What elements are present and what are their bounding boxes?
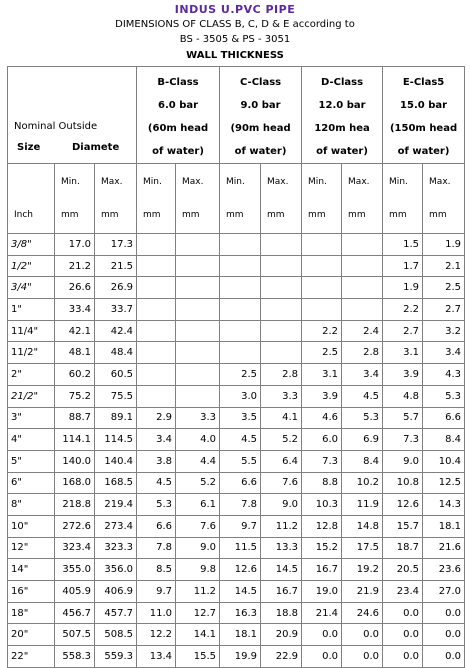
value-cell: 4.1 [261, 407, 302, 429]
value-cell: 0.0 [423, 646, 465, 668]
table-row [8, 515, 465, 537]
unit-inch-cell [8, 164, 55, 234]
value-cell: 5.2 [261, 429, 302, 451]
value-cell: 3.0 [220, 385, 261, 407]
value-cell [137, 364, 176, 386]
value-cell: 48.1 [55, 342, 95, 364]
value-cell: 9.0 [176, 537, 220, 559]
value-cell: 12.6 [220, 559, 261, 581]
value-cell [261, 299, 302, 321]
value-cell: 14.1 [176, 624, 220, 646]
table-row [8, 385, 465, 407]
table-row [8, 364, 465, 386]
value-cell [176, 342, 220, 364]
page-subtitle: DIMENSIONS OF CLASS B, C, D & E according to [115, 19, 355, 30]
value-cell: 3.1 [302, 364, 342, 386]
value-cell: 0.0 [383, 624, 423, 646]
value-cell: 21.2 [55, 255, 95, 277]
value-cell: 4.0 [176, 429, 220, 451]
value-cell [302, 299, 342, 321]
value-cell: 2.4 [342, 320, 383, 342]
value-cell: 10.8 [383, 472, 423, 494]
value-cell: 23.4 [383, 581, 423, 603]
value-cell: 218.8 [55, 494, 95, 516]
size-cell: 14" [8, 559, 55, 581]
value-cell: 508.5 [95, 624, 137, 646]
value-cell: 5.7 [383, 407, 423, 429]
value-cell: 19.9 [220, 646, 261, 668]
value-cell [261, 342, 302, 364]
value-cell: 21.5 [95, 255, 137, 277]
size-cell: 12" [8, 537, 55, 559]
value-cell: 140.4 [95, 450, 137, 472]
value-cell: 9.7 [220, 515, 261, 537]
value-cell: 4.5 [342, 385, 383, 407]
value-cell: 10.4 [423, 450, 465, 472]
value-cell: 11.5 [220, 537, 261, 559]
class-header-e: E-Clas5 15.0 bar (150m head of water) [383, 67, 465, 164]
value-cell: 3.1 [383, 342, 423, 364]
value-cell: 4.8 [383, 385, 423, 407]
value-cell: 559.3 [95, 646, 137, 668]
value-cell: 9.8 [176, 559, 220, 581]
value-cell: 6.1 [176, 494, 220, 516]
value-cell: 14.5 [220, 581, 261, 603]
value-cell: 219.4 [95, 494, 137, 516]
value-cell [302, 255, 342, 277]
value-cell: 22.9 [261, 646, 302, 668]
value-cell: 0.0 [423, 624, 465, 646]
value-cell: 9.0 [261, 494, 302, 516]
value-cell [261, 320, 302, 342]
value-cell: 2.1 [423, 255, 465, 277]
value-cell [176, 255, 220, 277]
value-cell [137, 277, 176, 299]
value-cell: 18.8 [261, 602, 302, 624]
value-cell: 6.0 [302, 429, 342, 451]
value-cell: 3.4 [423, 342, 465, 364]
value-cell [176, 320, 220, 342]
value-cell: 8.4 [342, 450, 383, 472]
value-cell: 2.8 [342, 342, 383, 364]
value-cell: 20.5 [383, 559, 423, 581]
value-cell: 17.5 [342, 537, 383, 559]
value-cell: 0.0 [342, 646, 383, 668]
value-cell: 5.3 [423, 385, 465, 407]
value-cell: 2.7 [423, 299, 465, 321]
value-cell [261, 277, 302, 299]
size-cell: 11/4" [8, 320, 55, 342]
value-cell: 5.2 [176, 472, 220, 494]
min-unit-header: Min. mm [137, 164, 176, 234]
value-cell: 10.2 [342, 472, 383, 494]
value-cell: 6.9 [342, 429, 383, 451]
value-cell: 12.8 [302, 515, 342, 537]
value-cell [342, 255, 383, 277]
value-cell: 11.0 [137, 602, 176, 624]
value-cell [137, 385, 176, 407]
value-cell [137, 342, 176, 364]
value-cell: 60.5 [95, 364, 137, 386]
size-cell: 4" [8, 429, 55, 451]
value-cell: 18.7 [383, 537, 423, 559]
class-header-b: B-Class 6.0 bar (60m head of water) [137, 67, 220, 164]
size-cell: 6" [8, 472, 55, 494]
value-cell [137, 299, 176, 321]
min-unit-header: Min. mm [55, 164, 95, 234]
value-cell: 12.7 [176, 602, 220, 624]
table-row [8, 277, 465, 299]
value-cell: 42.1 [55, 320, 95, 342]
value-cell: 20.9 [261, 624, 302, 646]
value-cell [220, 277, 261, 299]
value-cell [220, 234, 261, 256]
value-cell: 7.8 [137, 537, 176, 559]
value-cell [342, 234, 383, 256]
value-cell: 168.0 [55, 472, 95, 494]
value-cell: 323.3 [95, 537, 137, 559]
table-row [8, 255, 465, 277]
value-cell: 168.5 [95, 472, 137, 494]
value-cell: 457.7 [95, 602, 137, 624]
size-cell: 16" [8, 581, 55, 603]
value-cell: 272.6 [55, 515, 95, 537]
value-cell: 5.3 [137, 494, 176, 516]
value-cell [220, 342, 261, 364]
value-cell: 4.5 [137, 472, 176, 494]
nominal-size-header [8, 67, 137, 164]
section-heading: WALL THICKNESS [186, 50, 284, 61]
value-cell: 21.9 [342, 581, 383, 603]
value-cell: 507.5 [55, 624, 95, 646]
value-cell: 1.5 [383, 234, 423, 256]
diameter-label: Diamete [72, 142, 120, 153]
value-cell: 6.6 [423, 407, 465, 429]
value-cell: 3.4 [342, 364, 383, 386]
value-cell [342, 299, 383, 321]
size-cell: 8" [8, 494, 55, 516]
value-cell: 2.5 [302, 342, 342, 364]
value-cell: 9.7 [137, 581, 176, 603]
value-cell [137, 255, 176, 277]
value-cell: 273.4 [95, 515, 137, 537]
value-cell: 11.9 [342, 494, 383, 516]
value-cell: 11.2 [176, 581, 220, 603]
table-row [8, 537, 465, 559]
value-cell: 33.4 [55, 299, 95, 321]
size-cell: 21/2" [8, 385, 55, 407]
value-cell: 7.6 [176, 515, 220, 537]
value-cell: 7.8 [220, 494, 261, 516]
value-cell: 14.5 [261, 559, 302, 581]
value-cell: 23.6 [423, 559, 465, 581]
value-cell: 26.9 [95, 277, 137, 299]
table-row [8, 450, 465, 472]
value-cell: 7.3 [302, 450, 342, 472]
value-cell [302, 277, 342, 299]
value-cell: 13.3 [261, 537, 302, 559]
table-row [8, 429, 465, 451]
value-cell: 12.2 [137, 624, 176, 646]
value-cell [302, 234, 342, 256]
value-cell [220, 255, 261, 277]
value-cell: 0.0 [302, 646, 342, 668]
value-cell [137, 234, 176, 256]
value-cell: 5.5 [220, 450, 261, 472]
value-cell: 3.5 [220, 407, 261, 429]
value-cell: 0.0 [383, 646, 423, 668]
value-cell: 355.0 [55, 559, 95, 581]
value-cell: 356.0 [95, 559, 137, 581]
value-cell: 1.7 [383, 255, 423, 277]
value-cell [220, 320, 261, 342]
table-row [8, 602, 465, 624]
value-cell: 3.8 [137, 450, 176, 472]
value-cell: 60.2 [55, 364, 95, 386]
max-unit-header: Max. mm [342, 164, 383, 234]
value-cell: 6.6 [220, 472, 261, 494]
size-cell: 18" [8, 602, 55, 624]
size-label: Size [17, 142, 41, 153]
size-cell: 22" [8, 646, 55, 668]
value-cell: 9.0 [383, 450, 423, 472]
value-cell [176, 299, 220, 321]
inch-label: Inch [14, 210, 34, 220]
value-cell: 2.7 [383, 320, 423, 342]
value-cell [176, 277, 220, 299]
value-cell: 33.7 [95, 299, 137, 321]
value-cell [342, 277, 383, 299]
value-cell: 0.0 [423, 602, 465, 624]
value-cell: 3.9 [302, 385, 342, 407]
table-row [8, 581, 465, 603]
value-cell: 89.1 [95, 407, 137, 429]
size-cell: 2" [8, 364, 55, 386]
value-cell: 27.0 [423, 581, 465, 603]
value-cell: 140.0 [55, 450, 95, 472]
value-cell: 15.2 [302, 537, 342, 559]
value-cell: 18.1 [220, 624, 261, 646]
value-cell: 3.3 [261, 385, 302, 407]
value-cell: 558.3 [55, 646, 95, 668]
value-cell: 114.5 [95, 429, 137, 451]
value-cell: 3.3 [176, 407, 220, 429]
value-cell: 456.7 [55, 602, 95, 624]
value-cell: 11.2 [261, 515, 302, 537]
value-cell [176, 234, 220, 256]
value-cell: 21.4 [302, 602, 342, 624]
page-title: INDUS U.PVC PIPE [174, 3, 296, 16]
value-cell: 16.3 [220, 602, 261, 624]
value-cell: 2.2 [383, 299, 423, 321]
value-cell: 0.0 [383, 602, 423, 624]
value-cell: 75.2 [55, 385, 95, 407]
value-cell [176, 364, 220, 386]
value-cell: 6.4 [261, 450, 302, 472]
value-cell: 4.6 [302, 407, 342, 429]
size-cell: 10" [8, 515, 55, 537]
value-cell: 5.3 [342, 407, 383, 429]
table-row [8, 494, 465, 516]
value-cell: 406.9 [95, 581, 137, 603]
value-cell: 6.6 [137, 515, 176, 537]
value-cell: 1.9 [423, 234, 465, 256]
table-row [8, 320, 465, 342]
value-cell: 8.4 [423, 429, 465, 451]
value-cell [137, 320, 176, 342]
dimensions-table [7, 66, 465, 668]
size-cell: 5" [8, 450, 55, 472]
nominal-label: Nominal Outside [14, 121, 98, 132]
table-row [8, 472, 465, 494]
value-cell: 12.5 [423, 472, 465, 494]
value-cell: 19.2 [342, 559, 383, 581]
value-cell: 2.5 [220, 364, 261, 386]
value-cell: 2.2 [302, 320, 342, 342]
value-cell: 7.6 [261, 472, 302, 494]
value-cell: 75.5 [95, 385, 137, 407]
value-cell: 12.6 [383, 494, 423, 516]
value-cell [176, 385, 220, 407]
value-cell: 4.4 [176, 450, 220, 472]
value-cell: 14.3 [423, 494, 465, 516]
value-cell: 17.0 [55, 234, 95, 256]
unit-header-row [8, 164, 465, 234]
standards-line: BS - 3505 & PS - 3051 [179, 34, 291, 45]
value-cell: 15.7 [383, 515, 423, 537]
max-unit-header: Max. mm [95, 164, 137, 234]
min-unit-header: Min. mm [302, 164, 342, 234]
table-row [8, 624, 465, 646]
table-row [8, 342, 465, 364]
value-cell: 0.0 [302, 624, 342, 646]
size-cell: 1" [8, 299, 55, 321]
class-header-row [8, 67, 465, 164]
table-row [8, 407, 465, 429]
value-cell: 2.9 [137, 407, 176, 429]
max-unit-header: Max. mm [423, 164, 465, 234]
value-cell: 2.8 [261, 364, 302, 386]
size-cell: 3/4" [8, 277, 55, 299]
size-cell: 11/2" [8, 342, 55, 364]
value-cell: 7.3 [383, 429, 423, 451]
size-cell: 3" [8, 407, 55, 429]
value-cell [261, 234, 302, 256]
value-cell: 3.9 [383, 364, 423, 386]
value-cell [261, 255, 302, 277]
value-cell: 16.7 [261, 581, 302, 603]
value-cell: 3.4 [137, 429, 176, 451]
value-cell: 3.2 [423, 320, 465, 342]
value-cell: 10.3 [302, 494, 342, 516]
value-cell: 18.1 [423, 515, 465, 537]
size-cell: 3/8" [8, 234, 55, 256]
value-cell: 405.9 [55, 581, 95, 603]
value-cell: 19.0 [302, 581, 342, 603]
value-cell: 1.9 [383, 277, 423, 299]
value-cell: 21.6 [423, 537, 465, 559]
class-header-d: D-Class 12.0 bar 120m hea of water) [302, 67, 383, 164]
max-unit-header: Max. mm [176, 164, 220, 234]
value-cell: 4.3 [423, 364, 465, 386]
value-cell: 16.7 [302, 559, 342, 581]
table-row [8, 234, 465, 256]
value-cell: 26.6 [55, 277, 95, 299]
value-cell: 4.5 [220, 429, 261, 451]
value-cell: 323.4 [55, 537, 95, 559]
class-header-c: C-Class 9.0 bar (90m head of water) [220, 67, 302, 164]
value-cell: 13.4 [137, 646, 176, 668]
value-cell: 42.4 [95, 320, 137, 342]
min-unit-header: Min. mm [383, 164, 423, 234]
min-unit-header: Min. mm [220, 164, 261, 234]
table-row [8, 559, 465, 581]
size-cell: 20" [8, 624, 55, 646]
value-cell: 14.8 [342, 515, 383, 537]
value-cell: 15.5 [176, 646, 220, 668]
table-row [8, 646, 465, 668]
value-cell: 0.0 [342, 624, 383, 646]
value-cell: 114.1 [55, 429, 95, 451]
size-cell: 1/2" [8, 255, 55, 277]
table-row [8, 299, 465, 321]
value-cell: 17.3 [95, 234, 137, 256]
value-cell: 2.5 [423, 277, 465, 299]
value-cell: 8.5 [137, 559, 176, 581]
value-cell: 24.6 [342, 602, 383, 624]
value-cell: 88.7 [55, 407, 95, 429]
max-unit-header: Max. mm [261, 164, 302, 234]
value-cell: 48.4 [95, 342, 137, 364]
value-cell: 8.8 [302, 472, 342, 494]
value-cell [220, 299, 261, 321]
